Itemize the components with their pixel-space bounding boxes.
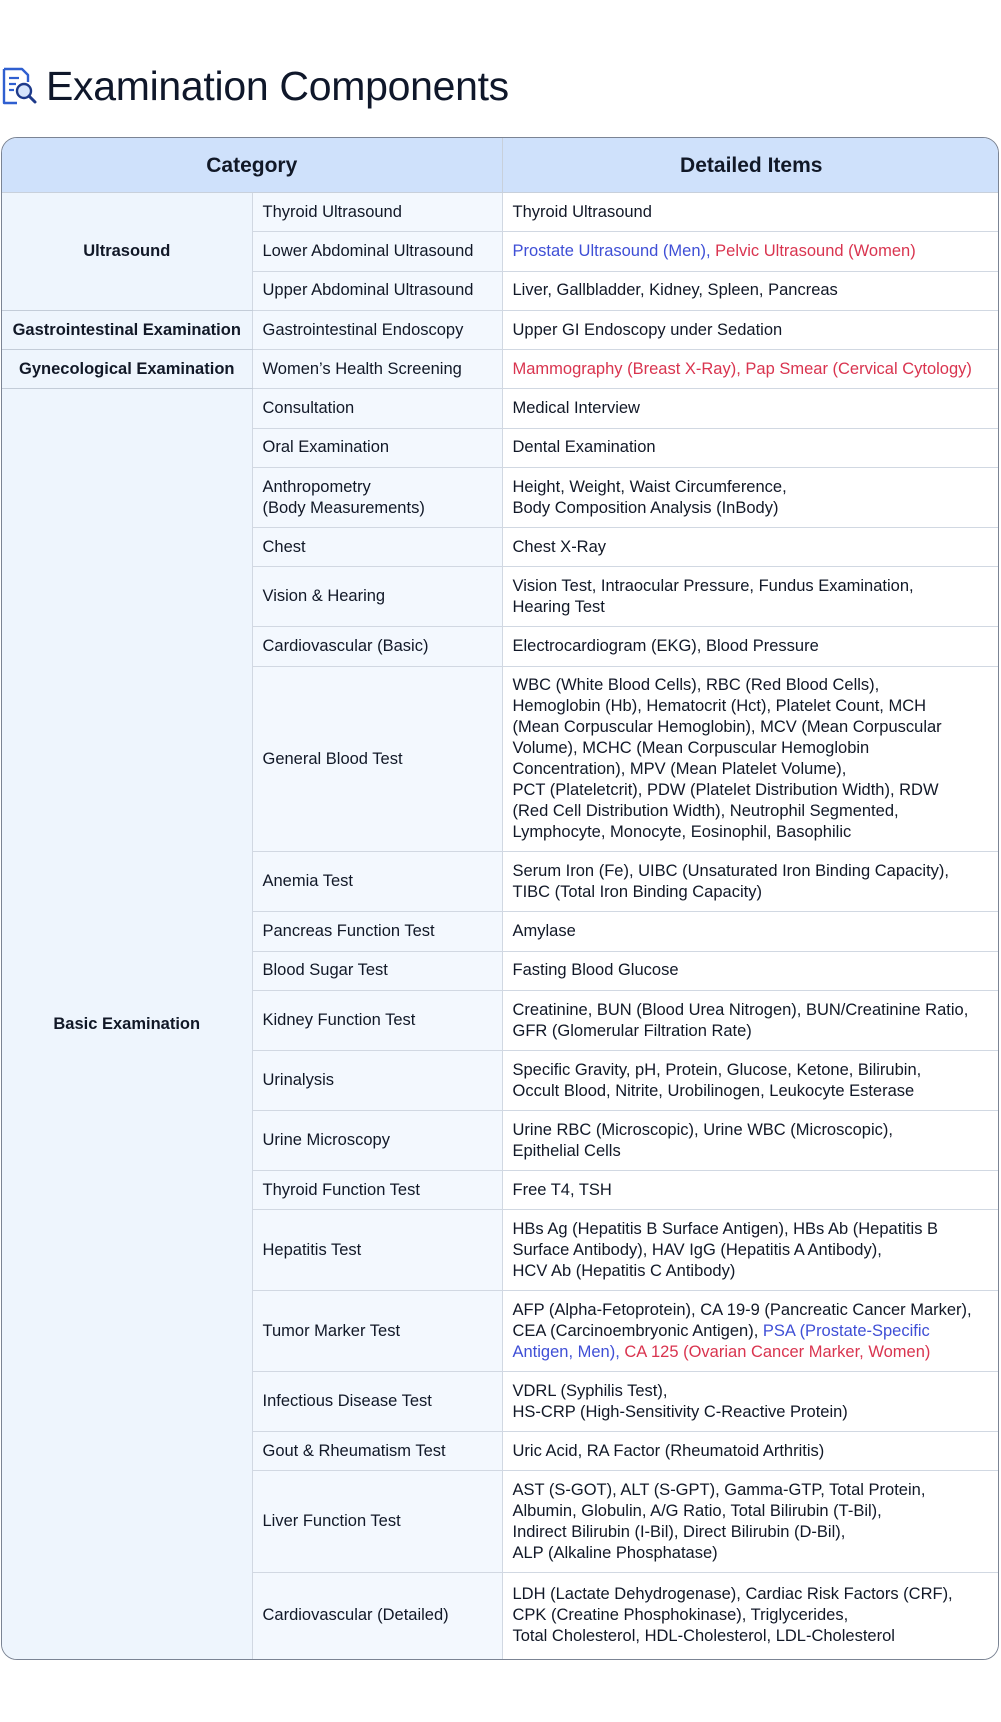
detail-items: Creatinine, BUN (Blood Urea Nitrogen), BUN/Creatinine Ratio, GFR (Glomerular Filtration Rate)	[502, 991, 999, 1051]
sub-item: Thyroid Ultrasound	[252, 193, 502, 232]
detail-items: Upper GI Endoscopy under Sedation	[502, 310, 999, 349]
sub-item: Urine Microscopy	[252, 1111, 502, 1171]
detail-items: Amylase	[502, 912, 999, 951]
sub-item: Thyroid Function Test	[252, 1171, 502, 1210]
category-basic: Basic Examination	[2, 389, 252, 1659]
sub-item: Anthropometry (Body Measurements)	[252, 468, 502, 528]
page-title: Examination Components	[46, 62, 509, 109]
table-row	[2, 310, 999, 349]
men-detail: PSA (Prostate-Specific Antigen, Men),	[512, 1321, 930, 1361]
document-search-icon	[0, 66, 38, 106]
sub-item: Anemia Test	[252, 852, 502, 912]
sub-item: Urinalysis	[252, 1051, 502, 1111]
men-detail: Prostate Ultrasound (Men),	[512, 241, 716, 260]
sub-item: Lower Abdominal Ultrasound	[252, 232, 502, 271]
detail-items: HBs Ag (Hepatitis B Surface Antigen), HBs Ab (Hepatitis B Surface Antibody), HAV IgG (Hepatitis A Antibody), HCV Ab (Hepatitis C Antibody)	[502, 1210, 999, 1291]
detail-items: Medical Interview	[502, 389, 999, 428]
examination-table	[1, 137, 999, 1660]
category-gastrointestinal: Gastrointestinal Examination	[2, 310, 252, 349]
detail-items: Uric Acid, RA Factor (Rheumatoid Arthritis)	[502, 1432, 999, 1471]
sub-item: Oral Examination	[252, 428, 502, 467]
category-ultrasound: Ultrasound	[2, 193, 252, 311]
detail-items: Vision Test, Intraocular Pressure, Fundus Examination, Hearing Test	[502, 567, 999, 627]
sub-item: Gout & Rheumatism Test	[252, 1432, 502, 1471]
category-gynecological: Gynecological Examination	[2, 350, 252, 389]
table-row	[2, 350, 999, 389]
sub-item: Kidney Function Test	[252, 991, 502, 1051]
detail-items: AST (S-GOT), ALT (S-GPT), Gamma-GTP, Total Protein, Albumin, Globulin, A/G Ratio, Total Bilirubin (T-Bil), Indirect Bilirubin (I-Bil), Direct Bilirubin (D-Bil), ALP (Alkaline Phosphatase)	[502, 1471, 999, 1573]
detail-items: Liver, Gallbladder, Kidney, Spleen, Pancreas	[502, 271, 999, 310]
sub-item: General Blood Test	[252, 666, 502, 852]
detail-items: VDRL (Syphilis Test), HS-CRP (High-Sensitivity C-Reactive Protein)	[502, 1372, 999, 1432]
detail-items	[502, 1291, 999, 1372]
detail-items: Specific Gravity, pH, Protein, Glucose, Ketone, Bilirubin, Occult Blood, Nitrite, Urobilinogen, Leukocyte Esterase	[502, 1051, 999, 1111]
sub-item: Gastrointestinal Endoscopy	[252, 310, 502, 349]
table-row	[2, 193, 999, 232]
sub-item: Cardiovascular (Detailed)	[252, 1572, 502, 1659]
detail-items: Electrocardiogram (EKG), Blood Pressure	[502, 627, 999, 666]
header-category: Category	[2, 138, 502, 193]
sub-item: Upper Abdominal Ultrasound	[252, 271, 502, 310]
detail-items: Urine RBC (Microscopic), Urine WBC (Microscopic), Epithelial Cells	[502, 1111, 999, 1171]
table-header-row	[2, 138, 999, 193]
detail-items: LDH (Lactate Dehydrogenase), Cardiac Risk Factors (CRF), CPK (Creatine Phosphokinase), Triglycerides, Total Cholesterol, HDL-Cholesterol, LDL-Cholesterol	[502, 1572, 999, 1659]
sub-item: Liver Function Test	[252, 1471, 502, 1573]
sub-item: Infectious Disease Test	[252, 1372, 502, 1432]
sub-item: Cardiovascular (Basic)	[252, 627, 502, 666]
women-detail: CA 125 (Ovarian Cancer Marker, Women)	[624, 1342, 931, 1361]
detail-items: Serum Iron (Fe), UIBC (Unsaturated Iron Binding Capacity), TIBC (Total Iron Binding Capacity)	[502, 852, 999, 912]
detail-items: Free T4, TSH	[502, 1171, 999, 1210]
detail-items: Dental Examination	[502, 428, 999, 467]
sub-item: Vision & Hearing	[252, 567, 502, 627]
women-detail: Pelvic Ultrasound (Women)	[715, 241, 916, 260]
detail-items: WBC (White Blood Cells), RBC (Red Blood Cells), Hemoglobin (Hb), Hematocrit (Hct), Platelet Count, MCH (Mean Corpuscular Hemoglobin), MCV (Mean Corpuscular Volume), MCHC (Mean Corpuscular Hemoglobin Concentration), MPV (Mean Platelet Volume), PCT (Plateletcrit), PDW (Platelet Distribution Width), RDW (Red Cell Distribution Width), Neutrophil Segmented, Lymphocyte, Monocyte, Eosinophil, Basophilic	[502, 666, 999, 852]
page-header	[0, 60, 509, 112]
table-row	[2, 389, 999, 428]
sub-item: Women’s Health Screening	[252, 350, 502, 389]
sub-item: Consultation	[252, 389, 502, 428]
detail-items: Chest X-Ray	[502, 528, 999, 567]
detail-items: Fasting Blood Glucose	[502, 951, 999, 990]
detail-items	[502, 232, 999, 271]
sub-item: Blood Sugar Test	[252, 951, 502, 990]
common-detail: AFP (Alpha-Fetoprotein), CA 19-9 (Pancreatic Cancer Marker), CEA (Carcinoembryonic Antigen),	[512, 1300, 972, 1340]
sub-item: Hepatitis Test	[252, 1210, 502, 1291]
detail-items: Mammography (Breast X-Ray), Pap Smear (Cervical Cytology)	[502, 350, 999, 389]
detail-items: Height, Weight, Waist Circumference, Body Composition Analysis (InBody)	[502, 468, 999, 528]
sub-item: Chest	[252, 528, 502, 567]
header-detailed-items: Detailed Items	[502, 138, 999, 193]
sub-item: Pancreas Function Test	[252, 912, 502, 951]
detail-items: Thyroid Ultrasound	[502, 193, 999, 232]
sub-item: Tumor Marker Test	[252, 1291, 502, 1372]
